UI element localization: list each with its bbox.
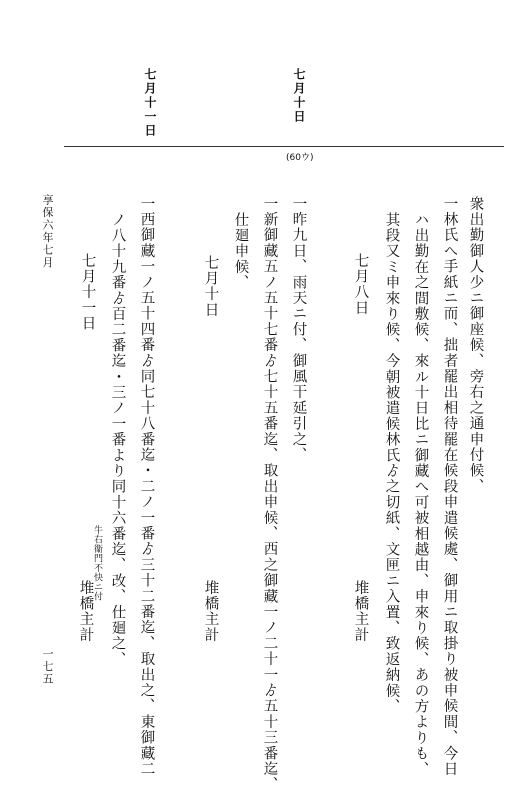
text-column-8: 一西御藏一ノ五十四番ゟ同七十八番迄・二ノ一番ゟ三十二番迄、取出之、東御藏二: [138, 196, 155, 777]
header-divider: [64, 146, 504, 147]
signature-2: 堆橋主計: [202, 580, 219, 643]
text-column-9: ノ八十九番ゟ百二番迄・三ノ一番より同十六番迄、改、仕廻之、: [109, 212, 126, 668]
date-header-right: 七月十日: [292, 68, 306, 124]
text-column-3: ハ出勤在之間敷候、來ル十日比ニ御藏へ可被相越由、申來り候、あの方よりも、: [412, 212, 429, 778]
running-head: 享保六年七月: [41, 194, 54, 269]
text-column-4: 其段又ミ申來り候、今朝被遣候林氏ゟ之切紙、文匣ニ入置、致返納候、: [383, 212, 400, 715]
page-marker: (60ウ): [286, 153, 314, 163]
date-line-2: 七月十日: [202, 255, 219, 318]
text-column-5: 一昨九日、雨天ニ付、御風干延引之、: [290, 196, 307, 463]
signature-1: 堆橋主計: [352, 580, 369, 643]
text-column-6: 一新御藏五ノ五十七番ゟ七十五番迄、取出申候、西之御藏一ノ二十一ゟ五十三番迄、: [261, 196, 278, 793]
date-line-1: 七月八日: [352, 253, 369, 316]
page-number: 一七五: [41, 648, 54, 686]
text-column-7: 仕廻申候、: [232, 212, 249, 291]
text-column-2: 一林氏へ手紙ニ而、拙者罷出相待罷在候段申遣候處、御用ニ取掛り被申候間、今日: [441, 196, 458, 777]
text-column-1: 衆出勤御人少ニ御座候、旁右之通申付候、: [467, 196, 484, 495]
date-line-3: 七月十一日: [79, 253, 96, 332]
signature-3: 堆橋主計: [77, 580, 94, 643]
signature-3-note: 牛右衞門不快ニ付: [92, 525, 102, 601]
date-header-left: 七月十一日: [143, 68, 157, 138]
